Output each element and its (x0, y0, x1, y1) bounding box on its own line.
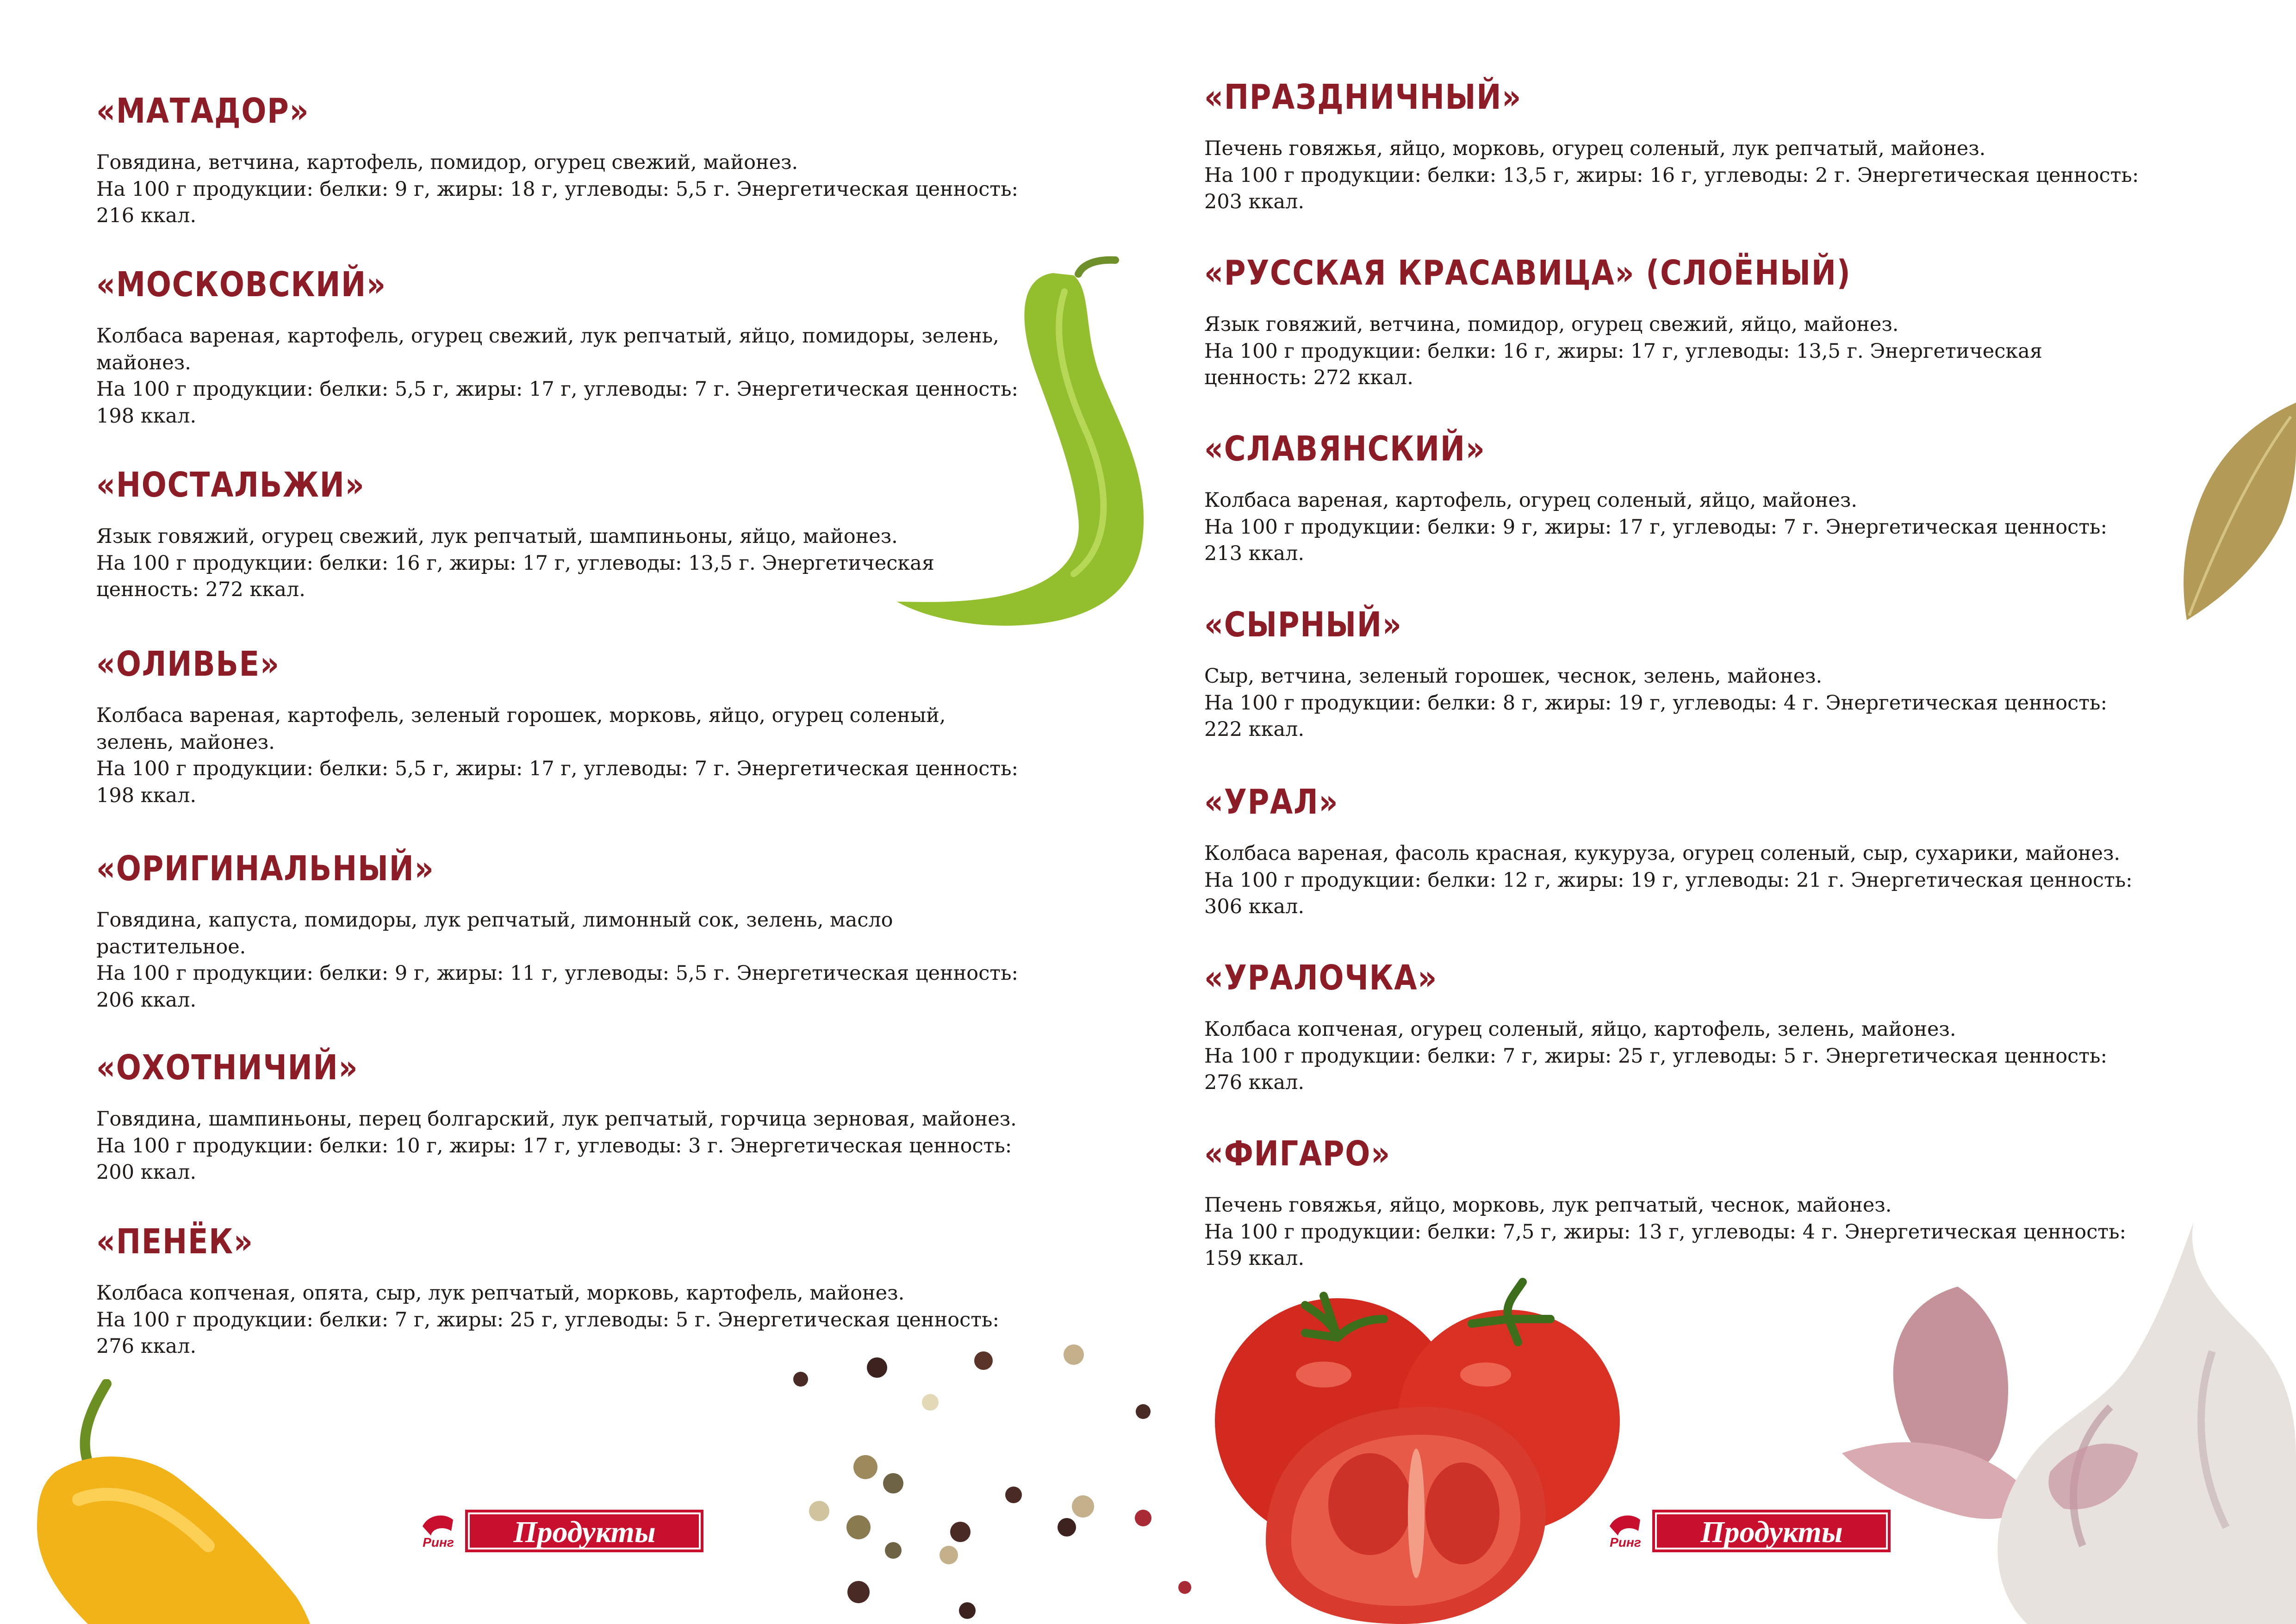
salad-description (1204, 136, 2213, 216)
salad-ingredients: Колбаса вареная, картофель, огурец свежий, лук репчатый, яйцо, помидоры, зелень, (96, 324, 999, 348)
salad-title: «СЛАВЯНСКИЙ» (1204, 429, 1486, 469)
salad-ingredients: Печень говяжья, яйцо, морковь, лук репчатый, чеснок, майонез. (1204, 1194, 1892, 1217)
salad-energy: ценность: 272 ккал. (1204, 366, 1413, 389)
salad-description (1204, 487, 2213, 567)
brand-logo-graphic (419, 1508, 706, 1554)
salad-energy: 206 ккал. (96, 988, 197, 1012)
salad-energy: 276 ккал. (1204, 1071, 1305, 1094)
green-chili-pepper-icon (879, 231, 1203, 671)
salad-ingredients-cont: растительное. (96, 935, 246, 958)
salad-description (96, 1106, 1105, 1186)
salad-description (1204, 840, 2213, 921)
salad-nutrition: На 100 г продукции: белки: 9 г, жиры: 18 г, углеводы: 5,5 г. Энергетическая ценность: (96, 177, 1018, 201)
salad-ingredients: Говядина, шампиньоны, перец болгарский, лук репчатый, горчица зерновая, майонез. (96, 1108, 1017, 1131)
brand-logo (419, 1508, 706, 1554)
salad-nutrition: На 100 г продукции: белки: 7 г, жиры: 25 г, углеводы: 5 г. Энергетическая ценность: (1204, 1044, 2107, 1068)
salad-nutrition: На 100 г продукции: белки: 9 г, жиры: 17 г, углеводы: 7 г. Энергетическая ценность: (1204, 515, 2107, 539)
brand-logo-text: Продукты (513, 1515, 656, 1549)
salad-nutrition: На 100 г продукции: белки: 13,5 г, жиры: 16 г, углеводы: 2 г. Энергетическая ценность: (1204, 163, 2139, 187)
salad-entry-matador (96, 90, 1105, 230)
brand-logo (1606, 1508, 1893, 1554)
brand-logo-graphic (1606, 1508, 1893, 1554)
garlic-icon (1833, 1213, 2296, 1624)
brand-logo-text: Продукты (1700, 1515, 1843, 1549)
salad-ingredients: Колбаса вареная, картофель, огурец соленый, яйцо, майонез. (1204, 489, 1858, 512)
salad-title: «МАТАДОР» (96, 91, 310, 131)
salad-energy: ценность: 272 ккал. (96, 578, 305, 601)
salad-energy: 216 ккал. (96, 204, 197, 227)
salad-energy: 200 ккал. (96, 1161, 197, 1184)
salad-nutrition: На 100 г продукции: белки: 5,5 г, жиры: 17 г, углеводы: 7 г. Энергетическая ценность: (96, 757, 1018, 780)
salad-energy: 222 ккал. (1204, 718, 1305, 741)
salad-ingredients: Говядина, ветчина, картофель, помидор, огурец свежий, майонез. (96, 151, 798, 174)
salad-entry-russkaya-krasavitsa (1204, 252, 2213, 392)
salad-ingredients: Сыр, ветчина, зеленый горошек, чеснок, зелень, майонез. (1204, 665, 1823, 688)
salad-nutrition: На 100 г продукции: белки: 7 г, жиры: 25 г, углеводы: 5 г. Энергетическая ценность: (96, 1308, 999, 1332)
salad-nutrition: На 100 г продукции: белки: 12 г, жиры: 19 г, углеводы: 21 г. Энергетическая ценность: (1204, 868, 2133, 892)
salad-title: «УРАЛ» (1204, 782, 1339, 822)
salad-description (96, 907, 1105, 1014)
salad-ingredients: Говядина, капуста, помидоры, лук репчатый, лимонный сок, зелень, масло (96, 908, 893, 932)
salad-nutrition: На 100 г продукции: белки: 9 г, жиры: 11 г, углеводы: 5,5 г. Энергетическая ценность: (96, 962, 1018, 985)
tomatoes-icon (1185, 1254, 1671, 1624)
salad-title: «ОРИГИНАЛЬНЫЙ» (96, 849, 435, 889)
salad-entry-prazdnichny (1204, 76, 2213, 216)
salad-ingredients: Колбаса копченая, опята, сыр, лук репчатый, морковь, картофель, майонез. (96, 1282, 905, 1305)
salad-energy: 203 ккал. (1204, 190, 1305, 213)
salad-description (96, 149, 1105, 230)
salad-title: «НОСТАЛЬЖИ» (96, 465, 365, 505)
salad-description (1204, 1016, 2213, 1096)
salad-title: «МОСКОВСКИЙ» (96, 265, 386, 305)
salad-title: «ФИГАРО» (1204, 1134, 1391, 1174)
salad-description (1204, 663, 2213, 743)
brand-logo-small-text: Ринг (1610, 1535, 1641, 1549)
salad-title: «РУССКАЯ КРАСАВИЦА» (СЛОЁНЫЙ) (1204, 253, 1851, 293)
salad-entry-slavyansky (1204, 428, 2213, 567)
salad-energy: 213 ккал. (1204, 542, 1305, 565)
salad-title: «ОЛИВЬЕ» (96, 644, 280, 684)
salad-title: «ПЕНЁК» (96, 1222, 254, 1262)
salad-ingredients: Колбаса вареная, картофель, зеленый горошек, морковь, яйцо, огурец соленый, (96, 704, 946, 727)
salad-nutrition: На 100 г продукции: белки: 5,5 г, жиры: 17 г, углеводы: 7 г. Энергетическая ценность: (96, 378, 1018, 401)
salad-energy: 276 ккал. (96, 1335, 197, 1358)
peppercorns-icon (778, 1333, 1194, 1620)
salad-entry-uralochka (1204, 957, 2213, 1096)
salad-title: «ОХОТНИЧИЙ» (96, 1048, 359, 1088)
salad-ingredients-cont: зелень, майонез. (96, 730, 275, 754)
salad-title: «СЫРНЫЙ» (1204, 605, 1402, 645)
salad-description (1204, 311, 2213, 392)
salad-entry-syrny (1204, 604, 2213, 743)
salad-nutrition: На 100 г продукции: белки: 16 г, жиры: 17 г, углеводы: 13,5 г. Энергетическая (96, 551, 934, 575)
salad-ingredients: Печень говяжья, яйцо, морковь, огурец соленый, лук репчатый, майонез. (1204, 137, 1986, 160)
salad-ingredients: Язык говяжий, огурец свежий, лук репчатый, шампиньоны, яйцо, майонез. (96, 525, 898, 548)
salad-nutrition: На 100 г продукции: белки: 8 г, жиры: 19 г, углеводы: 4 г. Энергетическая ценность: (1204, 691, 2107, 715)
salad-entry-ural (1204, 781, 2213, 921)
salad-title: «УРАЛОЧКА» (1204, 958, 1438, 998)
salad-ingredients: Язык говяжий, ветчина, помидор, огурец свежий, яйцо, майонез. (1204, 313, 1899, 336)
salad-energy: 159 ккал. (1204, 1247, 1305, 1270)
salad-energy: 198 ккал. (96, 784, 197, 807)
salad-nutrition: На 100 г продукции: белки: 16 г, жиры: 17 г, углеводы: 13,5 г. Энергетическая (1204, 339, 2042, 363)
yellow-bell-pepper-icon (23, 1379, 319, 1624)
salad-description (96, 703, 1105, 809)
salad-ingredients-cont: майонез. (96, 351, 191, 374)
salad-energy: 198 ккал. (96, 404, 197, 428)
bay-leaf-icon (2175, 403, 2296, 625)
salad-ingredients: Колбаса вареная, фасоль красная, кукуруза, огурец соленый, сыр, сухарики, майонез. (1204, 842, 2121, 865)
salad-entry-originalny (96, 848, 1105, 1014)
salad-ingredients: Колбаса копченая, огурец соленый, яйцо, картофель, зелень, майонез. (1204, 1018, 1956, 1041)
salad-nutrition: На 100 г продукции: белки: 7,5 г, жиры: 13 г, углеводы: 4 г. Энергетическая ценность: (1204, 1220, 2126, 1244)
salad-title: «ПРАЗДНИЧНЫЙ» (1204, 77, 1522, 117)
salad-entry-okhotnichy (96, 1047, 1105, 1186)
salad-energy: 306 ккал. (1204, 895, 1305, 918)
salad-nutrition: На 100 г продукции: белки: 10 г, жиры: 17 г, углеводы: 3 г. Энергетическая ценность: (96, 1134, 1012, 1157)
brand-logo-small-text: Ринг (423, 1535, 454, 1549)
